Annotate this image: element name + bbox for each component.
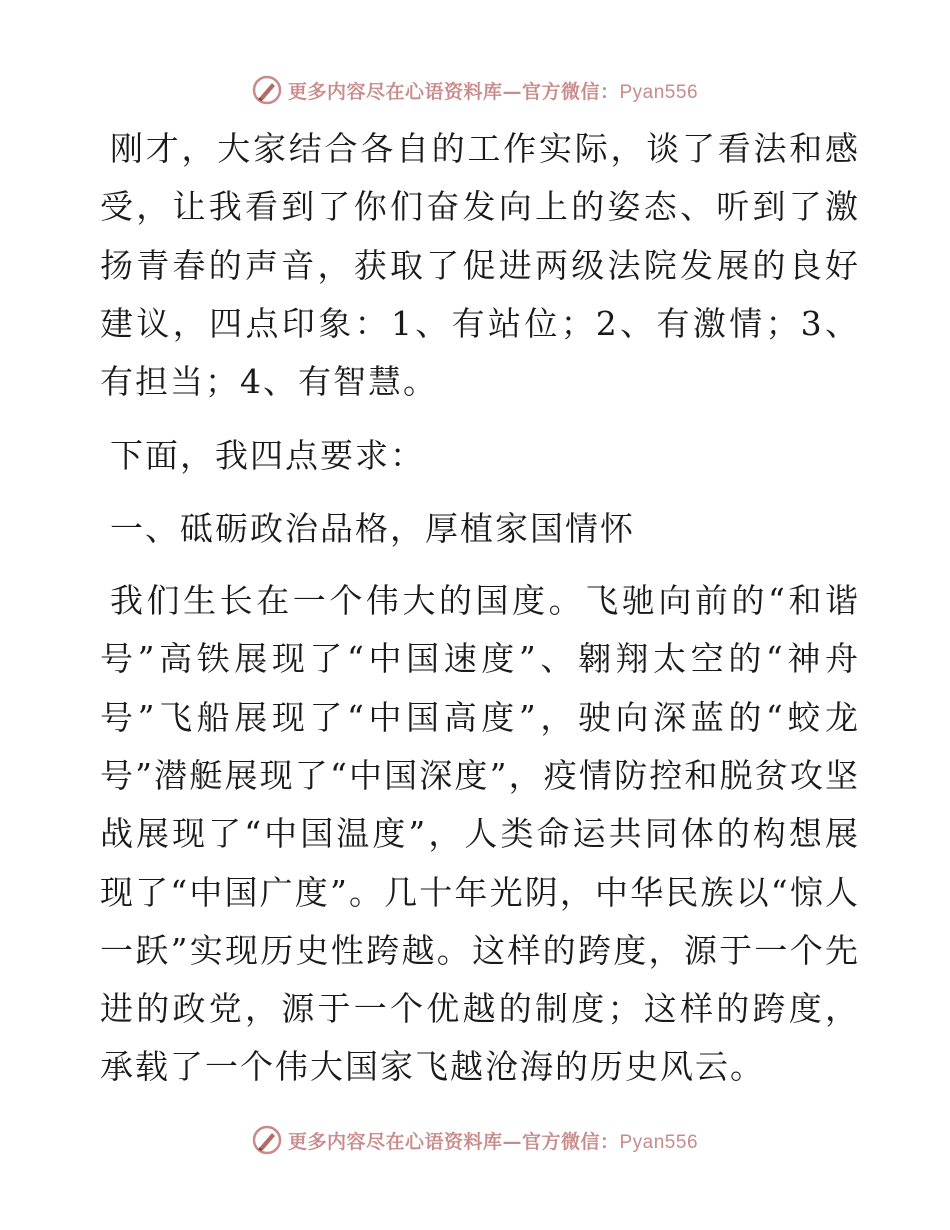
- paragraph-section-1-body: 我们生长在一个伟大的国度。飞驰向前的“和谐号”高铁展现了“中国速度”、翱翔太空的“神舟号”飞船展现了“中国高度”，驶向深蓝的“蛟龙号”潜艇展现了“中国深度”，疫情防控和脱贫攻坚战展现了“中国温度”，人类命运共同体的构想展现了“中国广度”。几十年光阴，中华民族以“惊人一跃”实现历史性跨越。这样的跨度，源于一个先进的政党，源于一个优越的制度；这样的跨度，承载了一个伟大国家飞越沧海的历史风云。: [100, 581, 860, 1087]
- section-heading-1: 一、砥砺政治品格，厚植家国情怀: [110, 508, 635, 548]
- pen-logo-icon: [252, 75, 282, 105]
- watermark-header: [0, 70, 950, 110]
- paragraph-requirements-lead: 下面，我四点要求：: [110, 436, 425, 476]
- paragraph-intro: 刚才，大家结合各自的工作实际，谈了看法和感受，让我看到了你们奋发向上的姿态、听到了激扬青春的声音，获取了促进两级法院发展的良好建议，四点印象：1、有站位；2、有激情；3、有担当；4、有智慧。: [100, 129, 860, 402]
- watermark-footer: [0, 1120, 950, 1160]
- watermark-text: 更多内容尽在心语资料库—官方微信：Pyan556: [287, 1130, 699, 1153]
- watermark-text: 更多内容尽在心语资料库—官方微信：Pyan556: [287, 80, 699, 103]
- pen-logo-icon: [252, 1125, 282, 1155]
- document-body: [100, 120, 860, 1097]
